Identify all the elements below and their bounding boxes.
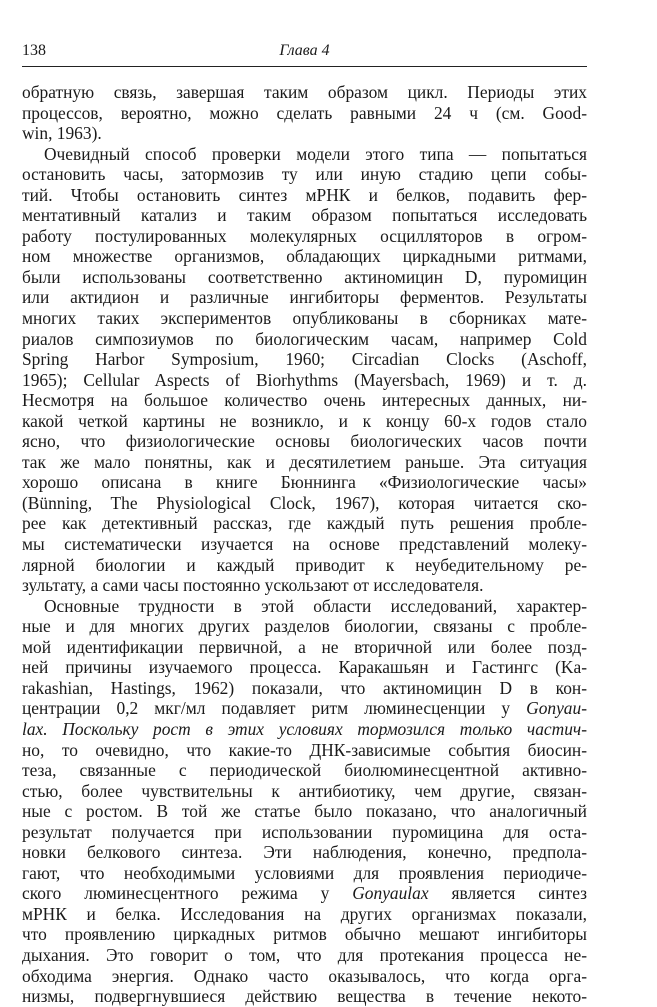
text-line: рее как детективный рассказ, где каждый путь решения пробле- <box>22 513 587 534</box>
text-line: результат получается при использовании пуромицина для оста- <box>22 821 587 842</box>
body-text <box>22 82 587 1007</box>
text-line: стью, более чувствительны к антибиотику, чем другие, связан- <box>22 780 587 801</box>
text-line <box>22 883 587 904</box>
text-line <box>22 719 587 740</box>
text-line: многих таких экспериментов опубликованы в сборниках мате- <box>22 308 587 329</box>
text-line: обратную связь, завершая таким образом цикл. Периоды этих <box>22 82 587 102</box>
text-line: лярной биологии и каждый приводит к неубедительному ре- <box>22 554 587 575</box>
text-line <box>22 698 587 719</box>
text-line: Основные трудности в этой области исследований, характер- <box>44 595 587 616</box>
text-line: гают, что необходимыми условиями для проявления периодиче- <box>22 862 587 883</box>
text-line: дыхания. Это говорит о том, что для протекания процесса не- <box>22 944 587 965</box>
text-line: что проявлению циркадных ритмов обычно мешают ингибиторы <box>22 924 587 945</box>
text-line: риалов симпозиумов по биологическим часам, например Cold <box>22 328 587 349</box>
text-line: мы систематически изучается на основе представлений молеку- <box>22 534 587 555</box>
running-header <box>22 40 587 67</box>
text-line: мРНК и белка. Исследования на других организмах показали, <box>22 903 587 924</box>
text-line: остановить часы, затормозив ту или иную стадию цепи собы- <box>22 164 587 185</box>
text-line: ные с ростом. В той же статье было показано, что аналогичный <box>22 801 587 822</box>
species-name: Gonyaulax <box>352 883 429 904</box>
text-line: новки белкового синтеза. Эти наблюдения, конечно, предпола- <box>22 842 587 863</box>
chapter-title: Глава 4 <box>279 42 330 59</box>
text-line: мой идентификации первичной, а не вторичной или более позд- <box>22 636 587 657</box>
text-run: ского люминесцентного режима у <box>22 883 353 904</box>
species-name: lax. Поскольку рост в этих условиях тормозился только частич- <box>22 718 587 739</box>
text-line: (Bünning, The Physiological Clock, 1967), которая читается ско- <box>22 492 587 513</box>
paragraph-1 <box>22 82 587 144</box>
text-line: какой четкой картины не возникло, и к концу 60-х годов стало <box>22 410 587 431</box>
text-line: хорошо описана в книге Бюннинга «Физиологические часы» <box>22 472 587 493</box>
text-run: является синтез <box>428 883 587 904</box>
text-line: rakashian, Hastings, 1962) показали, что актиномицин D в кон- <box>22 677 587 698</box>
text-line: были использованы соответственно актиномицин D, пуромицин <box>22 266 587 287</box>
paragraph-3 <box>22 596 587 1007</box>
text-line: ясно, что физиологические основы биологических часов почти <box>22 431 587 452</box>
text-line: обходима энергия. Однако часто оказывалось, что когда орга- <box>22 965 587 986</box>
text-line: зультату, а сами часы постоянно ускользают от исследователя. <box>22 575 484 596</box>
text-line: win, 1963). <box>22 123 102 144</box>
text-line: Spring Harbor Symposium, 1960; Circadian Clocks (Aschoff, <box>22 349 587 370</box>
text-line: но, то очевидно, что какие-то ДНК-зависимые события биосин- <box>22 739 587 760</box>
text-run: центрации 0,2 мкг/мл подавляет ритм люминесценции у <box>22 698 527 719</box>
text-line: так же мало понятны, как и десятилетием раньше. Эта ситуация <box>22 451 587 472</box>
text-line: работу постулированных молекулярных осцилляторов в огром- <box>22 225 587 246</box>
text-line: 1965); Cellular Aspects of Biorhythms (Mayersbach, 1969) и т. д. <box>22 369 587 390</box>
text-line: ном множестве организмов, обладающих циркадными ритмами, <box>22 246 587 267</box>
text-line: теза, связанные с периодической биолюминесцентной активно- <box>22 760 587 781</box>
text-line: ментативный катализ и таким образом попытаться исследовать <box>22 205 587 226</box>
text-line: тий. Чтобы остановить синтез мРНК и белков, подавить фер- <box>22 184 587 205</box>
text-line: ней причины изучаемого процесса. Каракашьян и Гастингс (Ka- <box>22 657 587 678</box>
text-line: процессов, вероятно, можно сделать равными 24 ч (см. Good- <box>22 102 587 123</box>
text-line: или актидион и различные ингибиторы ферментов. Результаты <box>22 287 587 308</box>
text-line: низмы, подвергнувшиеся действию вещества в течение некото- <box>22 986 587 1007</box>
paragraph-2 <box>22 144 587 596</box>
text-line: Несмотря на большое количество очень интересных данных, ни- <box>22 390 587 411</box>
species-name: Gonyau- <box>526 698 587 719</box>
text-line: ные и для многих других разделов биологии, связаны с пробле- <box>22 616 587 637</box>
text-line: Очевидный способ проверки модели этого типа — попытаться <box>44 143 587 164</box>
page-number: 138 <box>22 42 46 59</box>
